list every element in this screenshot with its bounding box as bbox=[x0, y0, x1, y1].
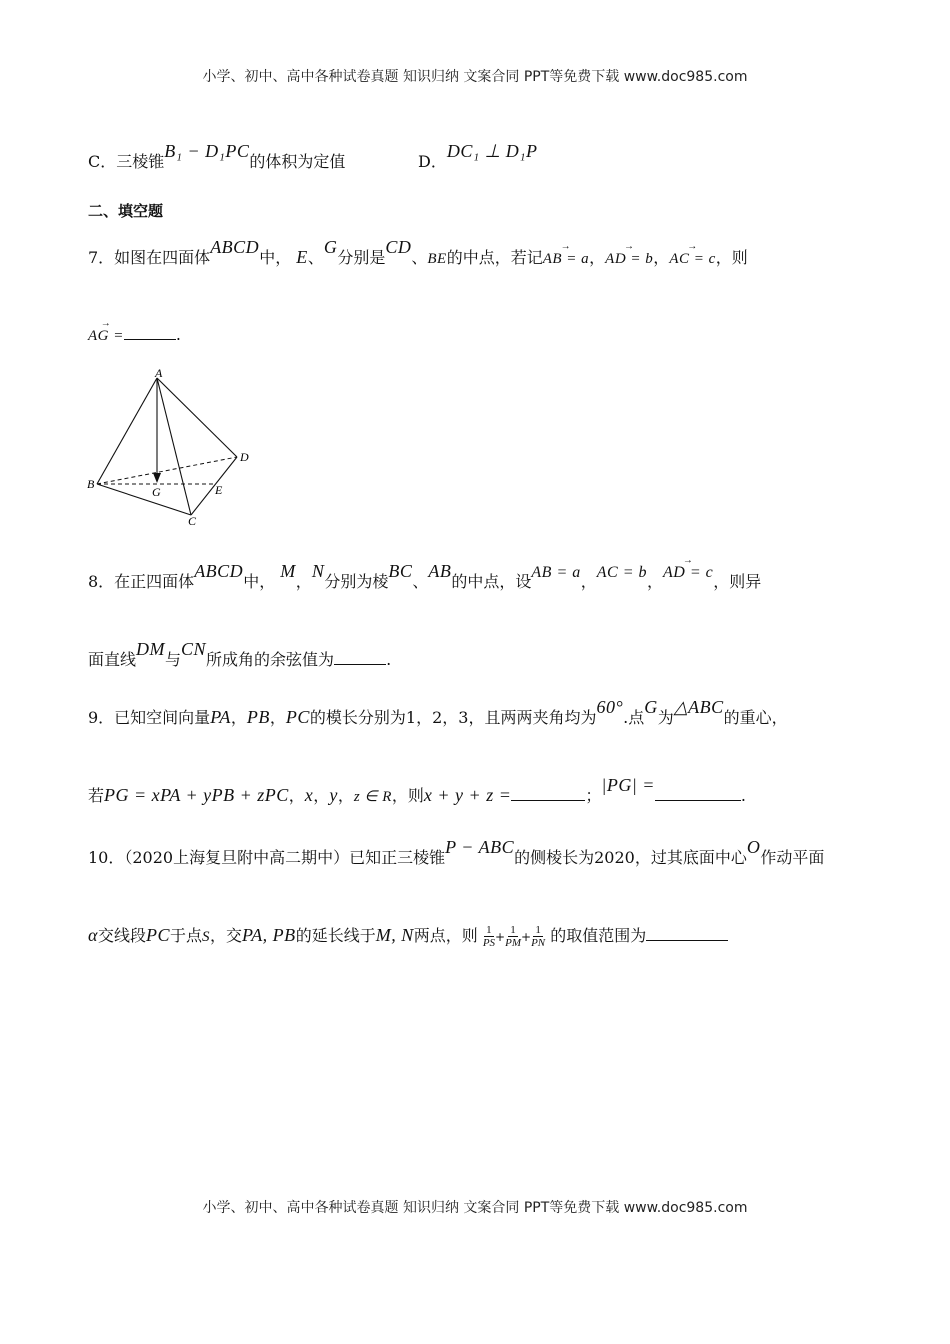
question-8-line2: 面直线DM与CN所成角的余弦值为 . bbox=[88, 639, 392, 669]
edge-ad bbox=[157, 378, 237, 457]
edge-bc bbox=[97, 484, 191, 515]
fraction-pm: $\frac{1}{PM}$ bbox=[505, 924, 521, 949]
label-c: C bbox=[188, 514, 197, 528]
answer-blank[interactable] bbox=[334, 650, 386, 665]
arrow-head-icon bbox=[153, 473, 161, 483]
edge-cd bbox=[191, 457, 237, 515]
label-g: G bbox=[152, 485, 161, 499]
question-7: 7．如图在四面体ABCD中， E、G分别是CD、BE的中点，若记→ AB = a，→ AD = b，→ AC = c，则 bbox=[88, 246, 748, 270]
q6-option-d: D．DC₁ ⊥ D₁P bbox=[418, 141, 538, 171]
question-7-answer: → AG = . bbox=[88, 324, 181, 347]
edge-bd bbox=[97, 457, 237, 484]
edge-ac bbox=[157, 378, 191, 515]
answer-blank[interactable] bbox=[124, 325, 176, 340]
answer-blank[interactable] bbox=[655, 786, 741, 801]
page-footer: 小学、初中、高中各种试卷真题 知识归纳 文案合同 PPT等免费下载 www.doc985.com bbox=[202, 1200, 748, 1216]
question-10-line2: α交线段PC于点S，交PA, PB的延长线于M, N两点，则 $\frac{1}{PS}$ + $\frac{1}{PM}$ + $\frac{1}{PN}$ 的取值范围为 bbox=[88, 924, 728, 949]
answer-blank[interactable] bbox=[646, 926, 728, 941]
q6-option-c: C．三棱锥B₁ − D₁PC的体积为定值 bbox=[88, 141, 346, 171]
page-header: 小学、初中、高中各种试卷真题 知识归纳 文案合同 PPT等免费下载 www.doc985.com bbox=[202, 69, 748, 85]
question-8: 8．在正四面体ABCD中， M，N分别为棱BC、AB的中点，设AB = a，AC = b，→ AD = c，则异 bbox=[88, 570, 761, 594]
fraction-pn: $\frac{1}{PN}$ bbox=[531, 924, 546, 949]
fraction-ps: $\frac{1}{PS}$ bbox=[482, 924, 496, 949]
question-10: 10．（2020上海复旦附中高二期中）已知正三棱锥P − ABC的侧棱长为2020，过其底面中心O作动平面 bbox=[88, 837, 825, 867]
edge-ab bbox=[97, 378, 157, 484]
label-e: E bbox=[215, 483, 223, 497]
question-9: 9．已知空间向量PA，PB，PC的模长分别为1，2，3，且两两夹角均为60°.点G为△ABC的重心， bbox=[88, 697, 788, 727]
question-9-line2: 若PG = xPA + yPB + zPC，x，y，z ∈ R，则x + y + z = ；|PG| =. bbox=[88, 775, 747, 805]
tetrahedron-figure bbox=[85, 368, 265, 532]
answer-blank[interactable] bbox=[511, 786, 585, 801]
section-title: 二、填空题 bbox=[88, 202, 164, 220]
label-a: A bbox=[155, 368, 163, 380]
label-d: D bbox=[240, 450, 249, 464]
q6-d-math: DC₁ ⊥ D₁P bbox=[446, 141, 538, 161]
label-b: B bbox=[87, 477, 95, 491]
q6-c-math: B₁ − D₁PC bbox=[164, 141, 250, 161]
